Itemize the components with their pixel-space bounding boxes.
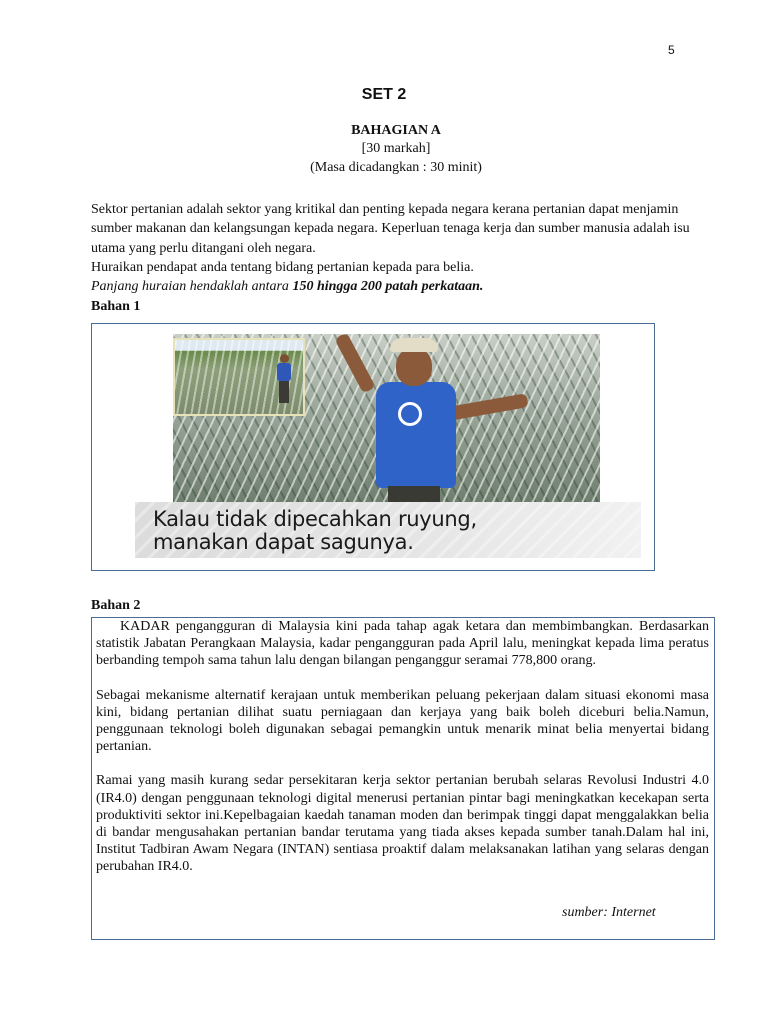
proverb-line-1: Kalau tidak dipecahkan ruyung, (153, 507, 477, 531)
instruction-prefix: Panjang huraian hendaklah antara (91, 279, 293, 295)
bahan1-figure (91, 323, 655, 571)
inset-farmer-figure (275, 354, 293, 406)
set-title: SET 2 (361, 86, 407, 103)
farmer-figure (338, 338, 518, 502)
article-paragraph-3: Ramai yang masih kurang sedar persekitaran kerja sektor pertanian berubah selaras Revolusi Industri 4.0 (IR4.0) dengan penggunaan teknologi digital menerusi pertanian pintar bagi meningkatkan kecekapan serta produktiviti sektor ini.Kepelbagaian kaedah tanaman moden dan berimpak tinggi dapat menggalakkan belia di bandar mengusahakan pertanian bandar terutama yang tiada akses kepada sumber tanah.Dalam hal ini, Institut Tadbiran Awam Negara (INTAN) sentiasa proaktif dalam melaksanakan latihan yang selaras dengan perubahan IR4.0. (96, 773, 709, 875)
article-paragraph-2: Sebagai mekanisme alternatif kerajaan untuk memberikan peluang pekerjaan dalam situasi ekonomi masa kini, bidang pertanian dilihat suatu perniagaan dan kerjaya yang baik boleh diceburi belia.Namun, penggunaan teknologi boleh digunakan sebagai pemangkin untuk menarik minat belia menyertai bidang pertanian. (96, 687, 709, 755)
bahan2-label: Bahan 2 (91, 598, 141, 613)
article-source: sumber: Internet (562, 905, 656, 920)
question-block (91, 200, 691, 296)
article-paragraph-1: KADAR pengangguran di Malaysia kini pada tahap agak ketara dan membimbangkan. Berdasarkan statistik Jabatan Perangkaan Malaysia, kadar pengangguran pada April lalu, meningkat kepada lima peratus berbanding tempoh sama tahun lalu dengan bilangan penganggur seramai 778,800 orang. (96, 619, 709, 669)
bahan1-label: Bahan 1 (91, 299, 141, 314)
bahan2-article-box (91, 617, 715, 940)
pineapple-farm-photo (173, 334, 600, 502)
question-paragraph: Sektor pertanian adalah sektor yang kritikal dan penting kepada negara kerana pertanian dapat menjamin sumber makanan dan kelangsungan kepada negara. Keperluan tenaga kerja dan sumber manusia adalah isu utama yang perlu ditangani oleh negara. (91, 202, 690, 256)
section-marks: [30 markah] (361, 141, 431, 156)
section-title: BAHAGIAN A (351, 123, 441, 138)
proverb-banner (135, 502, 641, 558)
section-time: (Masa dicadangkan : 30 minit) (310, 160, 482, 175)
question-instruction (91, 277, 691, 296)
page-number: 5 (668, 43, 675, 57)
inset-field-photo (173, 338, 305, 416)
question-task: Huraikan pendapat anda tentang bidang pertanian kepada para belia. (91, 259, 474, 275)
instruction-word-count: 150 hingga 200 patah perkataan. (292, 279, 484, 295)
article-body (92, 618, 714, 893)
proverb-line-2: manakan dapat sagunya. (153, 530, 414, 554)
